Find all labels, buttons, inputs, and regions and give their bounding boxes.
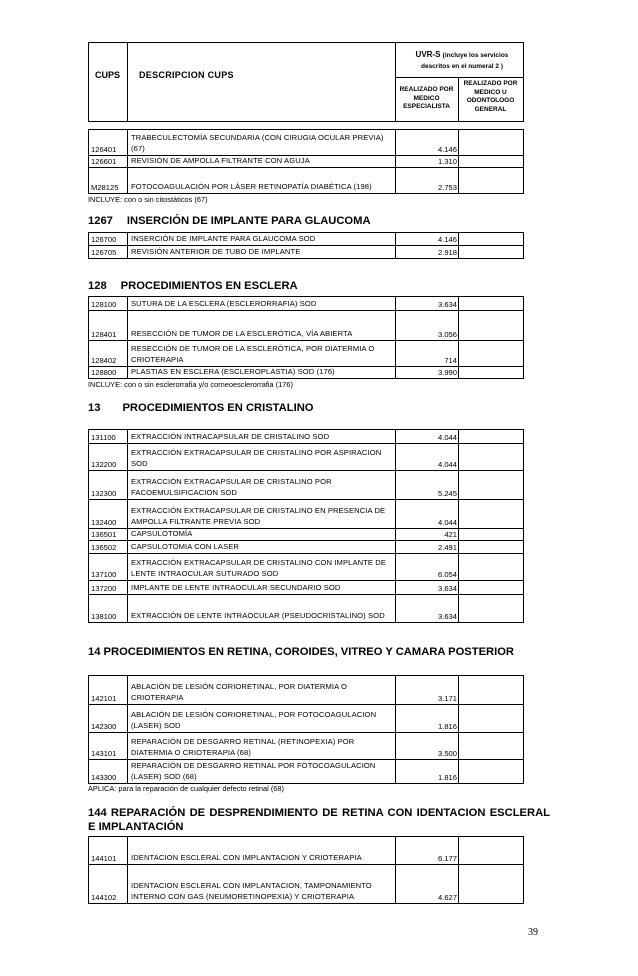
row-desc: CAPSULOTOMIA CON LASER (131, 541, 239, 551)
table-row (88, 366, 524, 379)
row-desc: CAPSULOTOMÍA (131, 528, 193, 538)
row-value: 3.634 (437, 612, 457, 621)
row-value: 4.044 (437, 460, 457, 469)
section-title-1267 (88, 215, 550, 227)
table-row (88, 429, 524, 444)
row-code: 144101 (91, 854, 117, 863)
section-title-128 (88, 280, 550, 292)
row-code: 132200 (91, 460, 117, 469)
section-number: 1267 (88, 215, 113, 227)
header-especialista: REALIZADO POR MEDICO ESPECIALISTA (399, 86, 454, 110)
row-code: 143101 (91, 749, 117, 758)
row-code: 142101 (91, 694, 117, 703)
row-desc: FOTOCOAGULACIÓN POR LÀSER RETINOPATÍA DIABÉTICA (198) (131, 181, 372, 191)
header-general-cell (458, 77, 523, 121)
row-value: 3.056 (437, 330, 457, 339)
row-code: 132300 (91, 489, 117, 498)
table-row (88, 296, 524, 311)
header-desc-label: DESCRIPCION CUPS (139, 70, 234, 80)
row-code: 126601 (91, 157, 117, 166)
row-desc: PLASTIAS EN ESCLERA (ESCLEROPLASTIA) SOD (176) (131, 366, 335, 376)
row-desc: EXTRACCIÓN INTRACAPSULAR DE CRISTALINO SOD (131, 431, 330, 441)
row-code: M28125 (91, 183, 119, 192)
row-desc: RESECCIÓN DE TUMOR DE LA ESCLERÓTICA, VÍA ABIERTA (131, 328, 353, 338)
row-value: 4.044 (437, 518, 457, 527)
row-desc: INSERCIÓN DE IMPLANTE PARA GLAUCOMA SOD (131, 233, 316, 243)
row-value: 4.146 (437, 145, 457, 154)
row-desc: EXTRACCIÓN EXTRACAPSULAR DE CRISTALINO CON IMPLANTE DE LENTE INTRAOCULAR SUTURADO SOD (131, 558, 387, 578)
row-desc: REPARACIÓN DE DESGARRO RETINAL (RETINOPEXIA) POR DIATERMIA O CRIOTERAPIA (68) (131, 737, 355, 757)
row-value: 1.816 (437, 773, 457, 782)
note-incluye-176: INCLUYE: con o sin esclerorrafia y/o corneoesclerorrafia (176) (88, 380, 293, 389)
row-value: 4.146 (437, 235, 457, 244)
header-cups-label: CUPS (95, 70, 121, 80)
row-value: 3.171 (437, 694, 457, 703)
row-desc: EXTRACCIÓN DE LENTE INTRAOCULAR (PSEUDOCRISTALINO) SOD (131, 610, 385, 620)
table-row (88, 594, 524, 623)
table-row (88, 553, 524, 581)
row-value: 1.310 (437, 157, 457, 166)
header-desc-cell (127, 43, 396, 121)
row-value: 4.044 (437, 433, 457, 442)
row-desc: IDENTACION ESCLERAL CON IMPLANTACION, TAMPONAMIENTO INTERNO CON GAS (NEUMORETINOPEXIA) Y CRIOTERAPIA (131, 881, 372, 901)
section-heading: INSERCIÓN DE IMPLANTE PARA GLAUCOMA (126, 215, 371, 227)
header-general: REALIZADO POR MEDICO U ODONTOLOGO GENERAL (463, 80, 518, 113)
row-value: 3.634 (437, 584, 457, 593)
section-heading: PROCEDIMIENTOS EN ESCLERA (120, 280, 298, 292)
row-desc: IMPLANTE DE LENTE INTRAOCULAR SECUNDARIO SOD (131, 582, 341, 592)
table-header (88, 42, 524, 122)
table-row (88, 310, 524, 341)
header-especialista-cell (395, 77, 459, 121)
note-incluye-67: INCLUYE: con o sin citostáticos (67) (88, 195, 208, 204)
header-uvr-cell (395, 43, 523, 121)
row-code: 128401 (91, 330, 117, 339)
row-value: 2.753 (437, 183, 457, 192)
header-uvr-title (401, 50, 523, 72)
row-code: 131100 (91, 433, 116, 442)
table-row (88, 675, 524, 705)
row-desc: EXTRACCIÓN EXTRACAPSULAR DE CRISTALINO POR ASPIRACION SOD (131, 448, 382, 468)
row-desc: EXTRACCIÓN EXTRACAPSULAR DE CRISTALINO EN PRESENCIA DE AMPOLLA FILTRANTE PREVIA SOD (131, 506, 386, 526)
row-value: 4.627 (437, 893, 457, 902)
table-row (88, 167, 524, 194)
uvr-title: UVR-S (415, 50, 441, 59)
row-value: 2.918 (437, 248, 457, 257)
table-row (88, 704, 524, 733)
header-cups-cell (89, 43, 128, 121)
row-code: 142300 (91, 722, 117, 731)
table-row (88, 232, 524, 246)
table-row (88, 499, 524, 529)
row-value: 1.816 (437, 722, 457, 731)
row-desc: REPARACIÓN DE DESGARRO RETINAL POR FOTOCOAGULACION (LASER) SOD (68) (131, 761, 376, 781)
row-code: 132400 (91, 518, 117, 527)
table-row (88, 732, 524, 760)
row-value: 6.054 (437, 570, 457, 579)
row-value: 714 (444, 356, 457, 365)
section-title-144: 144 REPARACIÓN DE DESPRENDIMIENTO DE RETINA CON IDENTACION ESCLERAL E IMPLANTACIÓN (88, 807, 550, 833)
row-desc: TRABECULECTOMÍA SECUNDARIA (CON CIRUGIA OCULAR PREVIA) (67) (131, 133, 384, 153)
row-desc: REVISIÓN DE AMPOLLA FILTRANTE CON AGUJA (131, 155, 310, 165)
row-value: 3.500 (437, 749, 457, 758)
row-value: 6.177 (437, 854, 457, 863)
section-number: 13 (88, 402, 101, 414)
table-row (88, 245, 524, 259)
row-code: 137100 (91, 570, 117, 579)
table-row (88, 340, 524, 367)
uvr-note: (incluye los servicios descritos en el numeral 2 ) (420, 52, 509, 70)
row-desc: ABLACIÓN DE LESIÓN CORIORETINAL, POR DIATERMIA O CRIOTERAPIA (131, 682, 348, 702)
table-row (88, 759, 524, 784)
row-code: 137200 (91, 584, 117, 593)
table-row (88, 580, 524, 595)
header-uvr-top (395, 43, 523, 78)
row-code: 143300 (91, 773, 117, 782)
row-code: 144102 (91, 893, 117, 902)
row-value: 2.491 (437, 543, 457, 552)
row-desc: IDENTACION ESCLERAL CON IMPLANTACION Y CRIOTERAPIA (131, 852, 362, 862)
section-number: 128 (88, 280, 107, 292)
row-value: 3.990 (437, 368, 457, 377)
page-number: 39 (528, 927, 538, 938)
section-heading: PROCEDIMIENTOS EN CRISTALINO (122, 402, 314, 414)
row-code: 128402 (91, 356, 117, 365)
row-code: 136502 (91, 543, 117, 552)
row-desc: ABLACIÓN DE LESIÓN CORIORETINAL, POR FOTOCOAGULACION (LASER) SOD (131, 710, 377, 730)
row-desc: RESECCIÓN DE TUMOR DE LA ESCLERÓTICA, POR DIATERMIA O CRIOTERAPIA (131, 344, 375, 364)
note-aplica-68: APLICA: para la reparación de cualquier defecto retinal (68) (88, 784, 284, 793)
row-desc: EXTRACCIÓN EXTRACAPSULAR DE CRISTALINO POR FACOEMULSIFICACION SOD (131, 477, 332, 497)
table-row (88, 129, 524, 156)
row-code: 136501 (91, 530, 117, 539)
row-code: 128100 (91, 300, 117, 309)
row-desc: REVISIÓN ANTERIOR DE TUBO DE IMPLANTE (131, 246, 301, 256)
row-code: 126700 (91, 235, 117, 244)
table-row (88, 864, 524, 904)
row-code: 128800 (91, 368, 117, 377)
row-value: 3.634 (437, 300, 457, 309)
row-value: 421 (444, 530, 457, 539)
row-code: 126401 (91, 145, 117, 154)
row-code: 126705 (91, 248, 117, 257)
section-title-14: 14 PROCEDIMIENTOS EN RETINA, COROIDES, VITREO Y CAMARA POSTERIOR (88, 646, 515, 658)
table-row (88, 540, 524, 554)
row-desc: SUTURA DE LA ESCLERA (ESCLERORRAFIA) SOD (131, 298, 317, 308)
table-row (88, 443, 524, 471)
section-title-13 (88, 402, 550, 414)
row-value: 5.245 (437, 489, 457, 498)
table-row (88, 470, 524, 500)
row-code: 138100 (91, 612, 117, 621)
table-row (88, 836, 524, 865)
